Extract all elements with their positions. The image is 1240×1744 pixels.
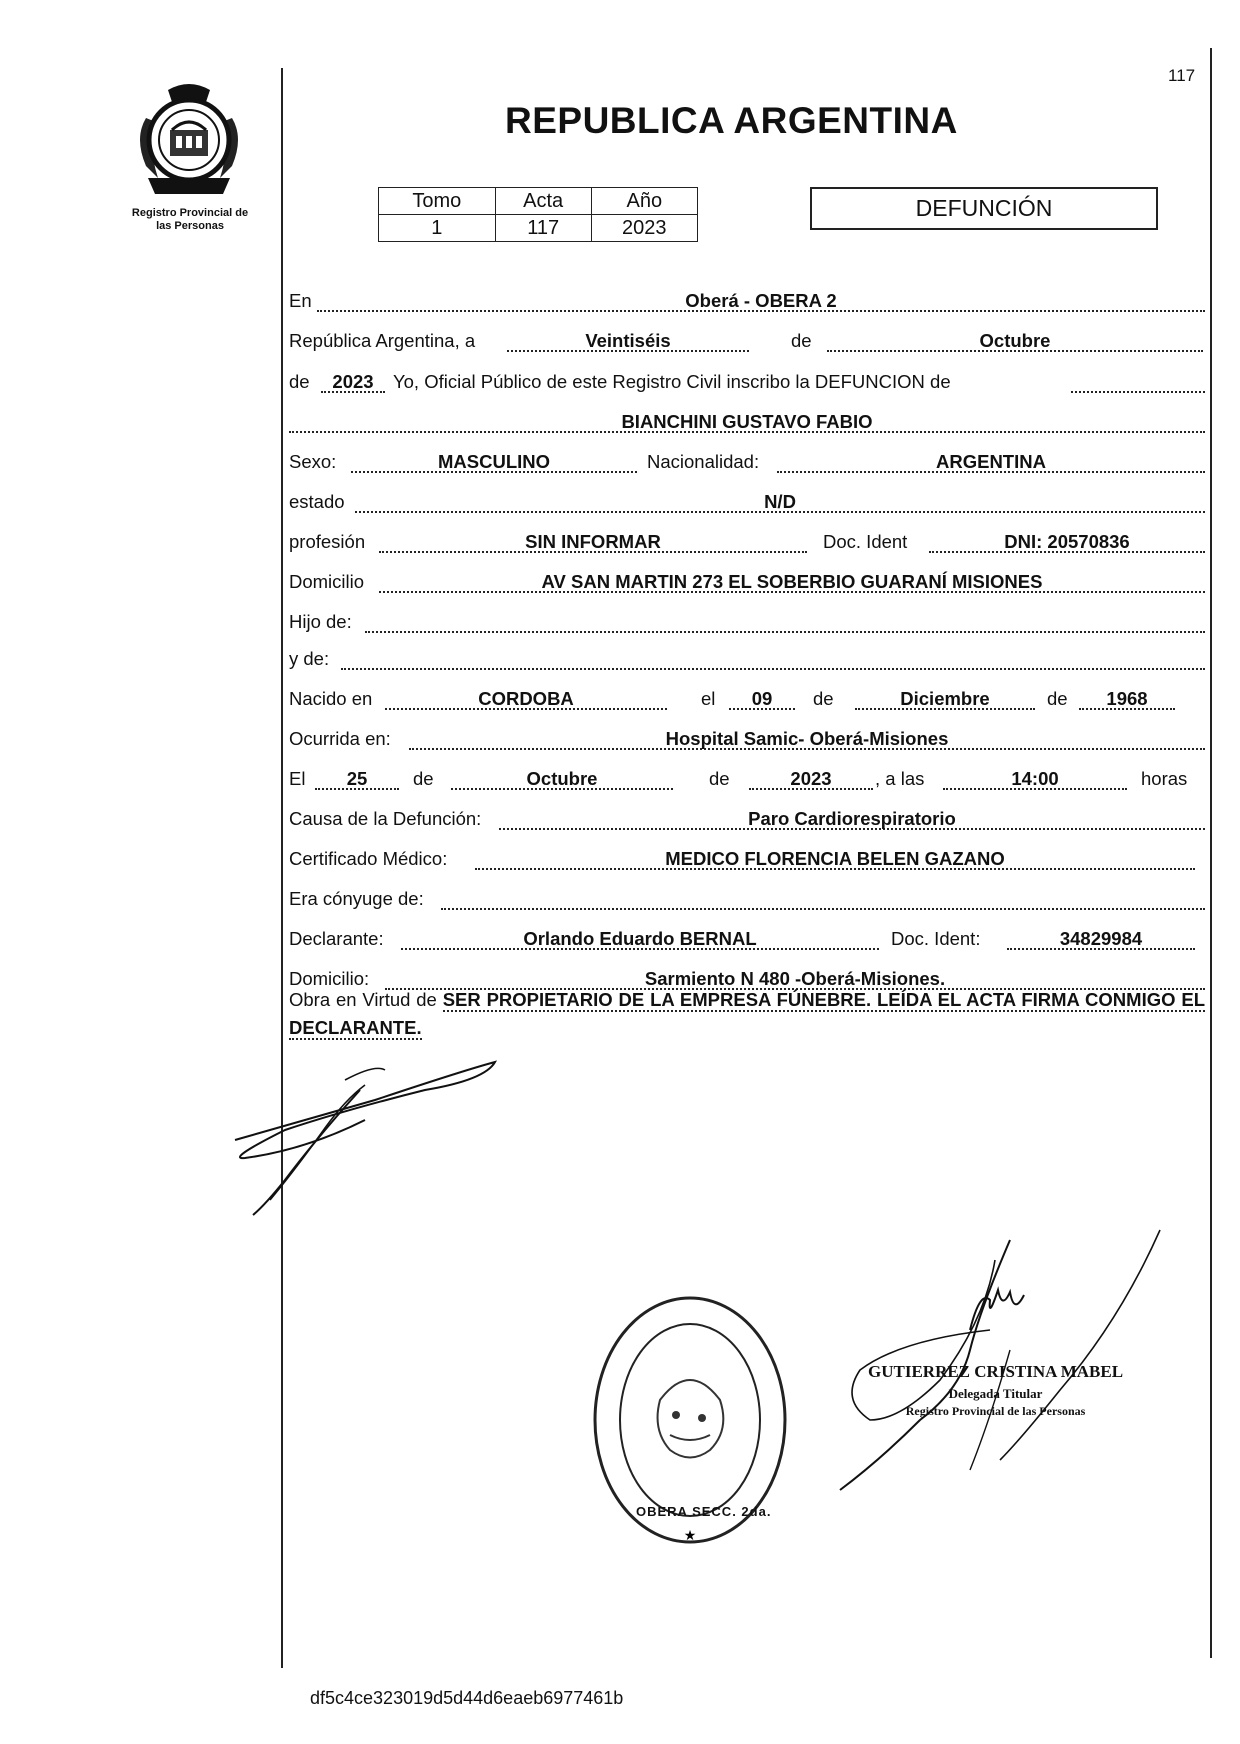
value-mes: Octubre xyxy=(979,330,1051,351)
label-de-mes: de xyxy=(791,330,812,351)
left-margin-line xyxy=(281,68,283,1668)
label-profesion: profesión xyxy=(289,531,366,552)
label-domicilio2: Domicilio: xyxy=(289,968,370,989)
row-profesion xyxy=(289,523,1205,557)
fill-nombre-cont xyxy=(1071,367,1205,393)
label-doc-ident: Doc. Ident xyxy=(823,531,908,552)
row-conyuge xyxy=(289,880,1205,914)
label-ocurrida: Ocurrida en: xyxy=(289,728,391,749)
province-logo xyxy=(128,78,250,198)
table-header-tomo: Tomo xyxy=(379,188,496,215)
row-fecha xyxy=(289,322,1205,356)
label-causa: Causa de la Defunción: xyxy=(289,808,482,829)
row-fecha-defuncion xyxy=(289,760,1205,794)
label-nac-de-2: de xyxy=(1047,688,1068,709)
seal-bottom-text: OBERA SECC. 2da. xyxy=(636,1504,772,1519)
value-causa: Paro Cardiorespiratorio xyxy=(748,808,956,829)
value-nombre: BIANCHINI GUSTAVO FABIO xyxy=(621,411,873,432)
label-obra: Obra en Virtud de xyxy=(289,989,437,1010)
value-dia-texto: Veintiséis xyxy=(585,330,671,351)
label-declarante: Declarante: xyxy=(289,928,384,949)
value-obra: SER PROPIETARIO DE LA EMPRESA FÚNEBRE. LEÍDA EL ACTA FIRMA CONMIGO EL DECLARANTE. xyxy=(289,989,1205,1038)
value-nac-mes: Diciembre xyxy=(900,688,990,709)
table-value-acta: 117 xyxy=(495,215,591,242)
value-lugar: Oberá - OBERA 2 xyxy=(685,290,837,311)
registry-label xyxy=(110,207,270,233)
label-a-las: , a las xyxy=(875,768,925,789)
label-domicilio: Domicilio xyxy=(289,571,365,592)
label-republica: República Argentina, a xyxy=(289,330,476,351)
row-causa xyxy=(289,800,1205,834)
value-nac-dia: 09 xyxy=(751,688,773,709)
label-conyuge: Era cónyuge de: xyxy=(289,888,424,909)
table-value-anio: 2023 xyxy=(591,215,697,242)
right-margin-line xyxy=(1210,48,1212,1658)
fill-hijo xyxy=(365,607,1205,633)
label-certificado: Certificado Médico: xyxy=(289,848,448,869)
row-lugar xyxy=(289,282,1205,316)
table-value-tomo: 1 xyxy=(379,215,496,242)
row-nacido xyxy=(289,680,1205,714)
row-y-de xyxy=(289,640,1205,674)
value-estado: N/D xyxy=(764,491,796,512)
value-domicilio-declarante: Sarmiento N 480 -Oberá-Misiones. xyxy=(644,968,946,989)
row-hijo xyxy=(289,603,1205,637)
row-ocurrida xyxy=(289,720,1205,754)
label-sexo: Sexo: xyxy=(289,451,337,472)
label-horas: horas xyxy=(1141,768,1188,789)
row-nombre xyxy=(289,403,1205,437)
value-declarante-doc: 34829984 xyxy=(1059,928,1143,949)
value-certificado: MEDICO FLORENCIA BELEN GAZANO xyxy=(665,848,1005,869)
declarant-signature xyxy=(225,1050,525,1220)
table-header-anio: Año xyxy=(591,188,697,215)
row-declarante xyxy=(289,920,1205,954)
value-nacido-en: CORDOBA xyxy=(478,688,574,709)
value-nac-anio: 1968 xyxy=(1106,688,1148,709)
label-y-de: y de: xyxy=(289,648,330,669)
row-estado xyxy=(289,483,1205,517)
label-el2: El xyxy=(289,768,306,789)
label-yo-oficial: Yo, Oficial Público de este Registro Civil inscribo la DEFUNCION de xyxy=(393,371,951,392)
fill-conyuge xyxy=(441,884,1205,910)
label-hijo: Hijo de: xyxy=(289,611,352,632)
label-def-de-1: de xyxy=(413,768,434,789)
official-name: GUTIERREZ CRISTINA MABEL xyxy=(868,1362,1124,1381)
value-ocurrida: Hospital Samic- Oberá-Misiones xyxy=(665,728,949,749)
page-title: REPUBLICA ARGENTINA xyxy=(505,100,958,141)
label-el: el xyxy=(701,688,716,709)
label-doc-ident2: Doc. Ident: xyxy=(891,928,981,949)
label-nacido: Nacido en xyxy=(289,688,373,709)
official-office: Registro Provincial de las Personas xyxy=(905,1404,1086,1418)
value-declarante: Orlando Eduardo BERNAL xyxy=(523,928,757,949)
document-hash: df5c4ce323019d5d44d6eaeb6977461b xyxy=(310,1688,624,1708)
row-sexo xyxy=(289,443,1205,477)
svg-text:★: ★ xyxy=(683,1527,697,1543)
value-anio: 2023 xyxy=(332,371,374,392)
official-stamp-text xyxy=(868,1362,1123,1419)
registry-label-line1: Registro Provincial de xyxy=(131,207,249,219)
value-sexo: MASCULINO xyxy=(437,451,551,472)
label-en: En xyxy=(289,290,312,311)
table-header-acta: Acta xyxy=(495,188,591,215)
value-def-mes: Octubre xyxy=(526,768,598,789)
label-nacionalidad: Nacionalidad: xyxy=(647,451,760,472)
label-def-de-2: de xyxy=(709,768,730,789)
value-hora: 14:00 xyxy=(1011,768,1059,789)
registry-label-line2: las Personas xyxy=(156,220,224,232)
page-number: 117 xyxy=(1168,66,1196,85)
official-seal xyxy=(590,1290,790,1550)
record-type-box: DEFUNCIÓN xyxy=(810,187,1158,230)
value-profesion: SIN INFORMAR xyxy=(525,531,661,552)
row-anio xyxy=(289,363,1205,397)
value-def-dia: 25 xyxy=(346,768,368,789)
value-doc-ident: DNI: 20570836 xyxy=(1004,531,1130,552)
value-def-anio: 2023 xyxy=(790,768,832,789)
value-nacionalidad: ARGENTINA xyxy=(936,451,1046,472)
row-domicilio xyxy=(289,563,1205,597)
record-table xyxy=(378,187,698,242)
fill-y-de xyxy=(341,644,1205,670)
official-role: Delegada Titular xyxy=(948,1386,1043,1401)
label-nac-de-1: de xyxy=(813,688,834,709)
value-domicilio: AV SAN MARTIN 273 EL SOBERBIO GUARANÍ MISIONES xyxy=(541,571,1043,592)
row-certificado xyxy=(289,840,1205,874)
label-de-anio: de xyxy=(289,371,310,392)
row-obra-en-virtud xyxy=(289,986,1205,1042)
label-estado: estado xyxy=(289,491,345,512)
